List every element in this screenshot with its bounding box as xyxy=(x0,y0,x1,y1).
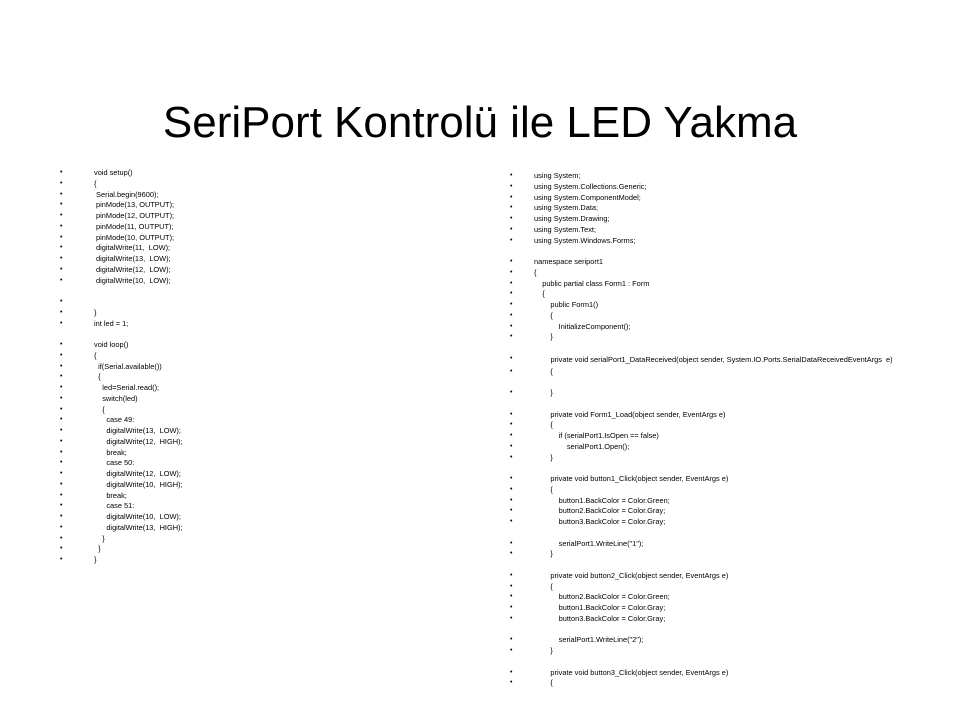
code-text: { xyxy=(94,404,105,414)
code-text: pinMode(10, OUTPUT); xyxy=(94,232,175,242)
bullet-icon: • xyxy=(510,410,513,418)
code-text: { xyxy=(534,581,553,591)
bullet-icon: • xyxy=(60,384,63,391)
arduino-code-line xyxy=(60,480,460,491)
code-text: { xyxy=(94,350,97,360)
bullet-icon: • xyxy=(60,222,63,230)
arduino-code-line xyxy=(60,523,460,534)
csharp-code-line xyxy=(510,367,910,378)
bullet-icon: • xyxy=(60,459,63,467)
bullet-icon: • xyxy=(510,193,513,201)
csharp-code-line xyxy=(510,214,910,225)
bullet-icon: • xyxy=(60,244,63,252)
arduino-code-line xyxy=(60,415,460,426)
arduino-code-line xyxy=(60,426,460,437)
bullet-icon: • xyxy=(510,204,513,212)
arduino-code-line xyxy=(60,222,460,233)
csharp-code-line xyxy=(510,582,910,593)
bullet-icon: • xyxy=(60,298,63,305)
bullet-icon: • xyxy=(510,475,513,482)
arduino-code-line xyxy=(60,512,460,523)
csharp-code-line xyxy=(510,343,910,354)
csharp-code-line xyxy=(510,388,910,399)
bullet-icon: • xyxy=(510,236,513,244)
code-text: int led = 1; xyxy=(94,318,129,328)
bullet-icon: • xyxy=(60,394,63,402)
csharp-code-line xyxy=(510,410,910,421)
csharp-code-line xyxy=(510,257,910,268)
arduino-code-line xyxy=(60,544,460,555)
bullet-icon: • xyxy=(510,679,513,687)
csharp-code-line xyxy=(510,399,910,410)
arduino-code-line xyxy=(60,351,460,362)
arduino-code-line xyxy=(60,458,460,469)
csharp-code-line xyxy=(510,474,910,485)
bullet-icon: • xyxy=(510,367,513,375)
bullet-icon: • xyxy=(510,550,513,558)
code-text: using System.Windows.Forms; xyxy=(534,235,636,245)
arduino-code-line xyxy=(60,329,460,340)
code-text: } xyxy=(94,307,97,317)
csharp-code-line xyxy=(510,496,910,507)
code-text: void loop() xyxy=(94,340,129,349)
code-text: void setup() xyxy=(94,168,133,177)
code-text: digitalWrite(12, LOW); xyxy=(94,264,171,274)
code-text: case 50: xyxy=(94,458,135,468)
bullet-icon: • xyxy=(510,215,513,222)
code-text: using System.Data; xyxy=(534,203,599,213)
arduino-code-line xyxy=(60,383,460,394)
code-text: public Form1() xyxy=(534,300,599,309)
code-text: { xyxy=(534,289,545,299)
csharp-code-line xyxy=(510,485,910,496)
csharp-code-line xyxy=(510,506,910,517)
arduino-code-line xyxy=(60,362,460,373)
bullet-icon: • xyxy=(510,485,513,493)
bullet-icon: • xyxy=(60,437,63,445)
code-text: pinMode(13, OUTPUT); xyxy=(94,200,175,210)
bullet-icon: • xyxy=(510,571,513,579)
csharp-code-line xyxy=(510,193,910,204)
arduino-code-line xyxy=(60,448,460,459)
bullet-icon: • xyxy=(60,545,63,553)
bullet-icon: • xyxy=(60,491,63,499)
csharp-code-line xyxy=(510,528,910,539)
csharp-code-list xyxy=(510,171,910,689)
arduino-code-line xyxy=(60,200,460,211)
bullet-icon: • xyxy=(510,636,513,644)
csharp-code-line xyxy=(510,517,910,528)
code-text: private void button2_Click(object sender, EventArgs e) xyxy=(534,570,729,580)
code-text: digitalWrite(10, LOW); xyxy=(94,275,171,285)
arduino-code-line xyxy=(60,265,460,276)
bullet-icon: • xyxy=(60,212,63,219)
csharp-code-line xyxy=(510,571,910,582)
bullet-icon: • xyxy=(60,201,63,209)
bullet-icon: • xyxy=(60,448,63,456)
csharp-code-line xyxy=(510,354,910,367)
csharp-code-line xyxy=(510,453,910,464)
arduino-code-line xyxy=(60,297,460,308)
arduino-code-line xyxy=(60,340,460,351)
bullet-icon: • xyxy=(60,534,63,542)
bullet-icon: • xyxy=(510,279,513,287)
csharp-code-line xyxy=(510,431,910,442)
csharp-code-line xyxy=(510,463,910,474)
bullet-icon: • xyxy=(60,470,63,477)
csharp-code-line xyxy=(510,268,910,279)
bullet-icon: • xyxy=(510,258,513,265)
csharp-code-line xyxy=(510,225,910,236)
bullet-icon: • xyxy=(510,518,513,525)
code-text: digitalWrite(11, LOW); xyxy=(94,243,171,253)
code-text: digitalWrite(12, HIGH); xyxy=(94,436,183,446)
arduino-code-line xyxy=(60,276,460,287)
csharp-code-line xyxy=(510,678,910,689)
code-text: } xyxy=(534,332,553,342)
code-text: InitializeComponent(); xyxy=(534,321,631,331)
code-text: { xyxy=(534,484,553,494)
code-text: button2.BackColor = Color.Gray; xyxy=(534,506,666,516)
arduino-code-line xyxy=(60,190,460,201)
code-text: digitalWrite(13, HIGH); xyxy=(94,522,183,532)
arduino-code-line xyxy=(60,254,460,265)
code-text: } xyxy=(534,388,553,397)
csharp-code-line xyxy=(510,322,910,333)
bullet-icon: • xyxy=(60,190,63,198)
code-text: } xyxy=(94,533,105,543)
arduino-code-line xyxy=(60,394,460,405)
code-text: using System.Drawing; xyxy=(534,214,610,223)
code-text: serialPort1.WriteLine("2"); xyxy=(534,635,644,645)
arduino-code-line xyxy=(60,319,460,330)
bullet-icon: • xyxy=(510,593,513,601)
csharp-code-line xyxy=(510,279,910,290)
code-text: private void button3_Click(object sender, EventArgs e) xyxy=(534,667,729,677)
bullet-icon: • xyxy=(510,172,513,179)
csharp-code-line xyxy=(510,203,910,214)
csharp-code-line xyxy=(510,668,910,679)
bullet-icon: • xyxy=(60,233,63,241)
bullet-icon: • xyxy=(510,539,513,547)
csharp-code-line xyxy=(510,246,910,257)
code-text: button2.BackColor = Color.Green; xyxy=(534,592,670,602)
arduino-code-line xyxy=(60,469,460,480)
code-text: button3.BackColor = Color.Gray; xyxy=(534,613,666,623)
arduino-code-line xyxy=(60,308,460,319)
code-text: serialPort1.WriteLine("1"); xyxy=(534,538,644,548)
csharp-code-line xyxy=(510,625,910,636)
arduino-code-line xyxy=(60,491,460,502)
bullet-icon: • xyxy=(510,442,513,450)
code-text: } xyxy=(534,646,553,655)
bullet-icon: • xyxy=(60,373,63,381)
csharp-code-line xyxy=(510,332,910,343)
bullet-icon: • xyxy=(60,308,63,316)
code-text: pinMode(11, OUTPUT); xyxy=(94,221,174,231)
bullet-icon: • xyxy=(510,453,513,461)
code-text: button1.BackColor = Color.Green; xyxy=(534,495,670,505)
bullet-icon: • xyxy=(510,268,513,276)
code-text: Serial.begin(9600); xyxy=(94,189,159,199)
bullet-icon: • xyxy=(510,668,513,676)
bullet-icon: • xyxy=(60,265,63,273)
bullet-icon: • xyxy=(60,513,63,520)
code-text: digitalWrite(10, LOW); xyxy=(94,512,181,521)
code-text: namespace seriport1 xyxy=(534,257,604,266)
code-text: { xyxy=(534,678,553,688)
arduino-code-line xyxy=(60,286,460,297)
code-text: digitalWrite(13, LOW); xyxy=(94,254,171,263)
code-text: private void button1_Click(object sender, EventArgs e) xyxy=(534,474,729,483)
code-text: break; xyxy=(94,447,127,457)
arduino-code-line xyxy=(60,372,460,383)
bullet-icon: • xyxy=(60,480,63,488)
csharp-code-line xyxy=(510,539,910,550)
arduino-code-line xyxy=(60,211,460,222)
code-text: case 51: xyxy=(94,501,135,511)
code-text: { xyxy=(534,420,553,430)
bullet-icon: • xyxy=(510,614,513,622)
arduino-code-line xyxy=(60,168,460,179)
csharp-code-line xyxy=(510,614,910,625)
code-text: button1.BackColor = Color.Gray; xyxy=(534,603,666,612)
csharp-code-line xyxy=(510,377,910,388)
bullet-icon: • xyxy=(510,182,513,190)
csharp-code-line xyxy=(510,657,910,668)
bullet-icon: • xyxy=(510,582,513,590)
csharp-code-line xyxy=(510,442,910,453)
csharp-code-line xyxy=(510,171,910,182)
code-text: } xyxy=(94,544,101,554)
bullet-icon: • xyxy=(510,647,513,654)
code-text: } xyxy=(94,555,97,564)
arduino-code-line xyxy=(60,501,460,512)
csharp-code-line xyxy=(510,549,910,560)
code-text: private void Form1_Load(object sender, EventArgs e) xyxy=(534,409,726,419)
bullet-icon: • xyxy=(60,319,63,327)
bullet-icon: • xyxy=(60,255,63,262)
code-text: break; xyxy=(94,490,127,500)
code-text: { xyxy=(534,267,537,277)
csharp-code-line xyxy=(510,603,910,614)
arduino-code-list xyxy=(60,168,460,566)
csharp-code-line xyxy=(510,592,910,603)
code-text: } xyxy=(534,549,553,559)
code-text: { xyxy=(94,372,101,382)
bullet-icon: • xyxy=(60,523,63,531)
code-text: { xyxy=(94,178,97,188)
csharp-code-line xyxy=(510,420,910,431)
bullet-icon: • xyxy=(510,354,513,362)
code-text: led=Serial.read(); xyxy=(94,383,160,392)
csharp-code-line xyxy=(510,300,910,311)
slide-title: SeriPort Kontrolü ile LED Yakma xyxy=(162,98,798,148)
code-text: pinMode(12, OUTPUT); xyxy=(94,211,175,220)
bullet-icon: • xyxy=(510,333,513,341)
bullet-icon: • xyxy=(510,322,513,330)
csharp-code-line xyxy=(510,236,910,247)
bullet-icon: • xyxy=(60,556,63,563)
bullet-icon: • xyxy=(510,290,513,298)
arduino-code-line xyxy=(60,555,460,566)
code-text: private void serialPort1_DataReceived(object sender, System.IO.Ports.SerialDataReceivedEventArgs e) xyxy=(534,354,893,364)
bullet-icon: • xyxy=(60,179,63,187)
bullet-icon: • xyxy=(510,496,513,504)
code-text: { xyxy=(534,366,553,376)
csharp-code-line xyxy=(510,311,910,322)
arduino-code-line xyxy=(60,179,460,190)
bullet-icon: • xyxy=(60,416,63,424)
csharp-code-line xyxy=(510,289,910,300)
code-text: if(Serial.available()) xyxy=(94,361,162,371)
bullet-icon: • xyxy=(60,276,63,284)
csharp-code-line xyxy=(510,182,910,193)
code-text: public partial class Form1 : Form xyxy=(534,278,650,288)
code-text: using System; xyxy=(534,171,581,180)
code-text: digitalWrite(10, HIGH); xyxy=(94,479,183,489)
code-text: case 49: xyxy=(94,415,135,425)
code-text: digitalWrite(12, LOW); xyxy=(94,469,181,478)
bullet-icon: • xyxy=(510,311,513,319)
csharp-code-line xyxy=(510,635,910,646)
bullet-icon: • xyxy=(60,341,63,348)
bullet-icon: • xyxy=(510,389,513,396)
csharp-code-line xyxy=(510,646,910,657)
code-text: switch(led) xyxy=(94,393,138,403)
arduino-code-line xyxy=(60,534,460,545)
code-text: if (serialPort1.IsOpen == false) xyxy=(534,431,659,440)
bullet-icon: • xyxy=(60,502,63,510)
bullet-icon: • xyxy=(510,301,513,308)
code-text: digitalWrite(13, LOW); xyxy=(94,426,181,435)
bullet-icon: • xyxy=(510,421,513,429)
bullet-icon: • xyxy=(510,507,513,515)
code-text: using System.Collections.Generic; xyxy=(534,181,647,191)
bullet-icon: • xyxy=(510,604,513,611)
arduino-code-line xyxy=(60,405,460,416)
code-text: { xyxy=(534,310,553,320)
bullet-icon: • xyxy=(60,362,63,370)
bullet-icon: • xyxy=(510,225,513,233)
arduino-code-line xyxy=(60,233,460,244)
arduino-code-line xyxy=(60,437,460,448)
arduino-code-line xyxy=(60,243,460,254)
code-text: using System.ComponentModel; xyxy=(534,192,641,202)
bullet-icon: • xyxy=(60,427,63,434)
code-text: using System.Text; xyxy=(534,224,597,234)
code-text: button3.BackColor = Color.Gray; xyxy=(534,517,666,526)
bullet-icon: • xyxy=(60,351,63,359)
code-text: serialPort1.Open(); xyxy=(534,441,630,451)
bullet-icon: • xyxy=(60,405,63,413)
csharp-code-line xyxy=(510,560,910,571)
code-text: } xyxy=(534,452,553,462)
bullet-icon: • xyxy=(60,169,63,176)
bullet-icon: • xyxy=(510,432,513,439)
